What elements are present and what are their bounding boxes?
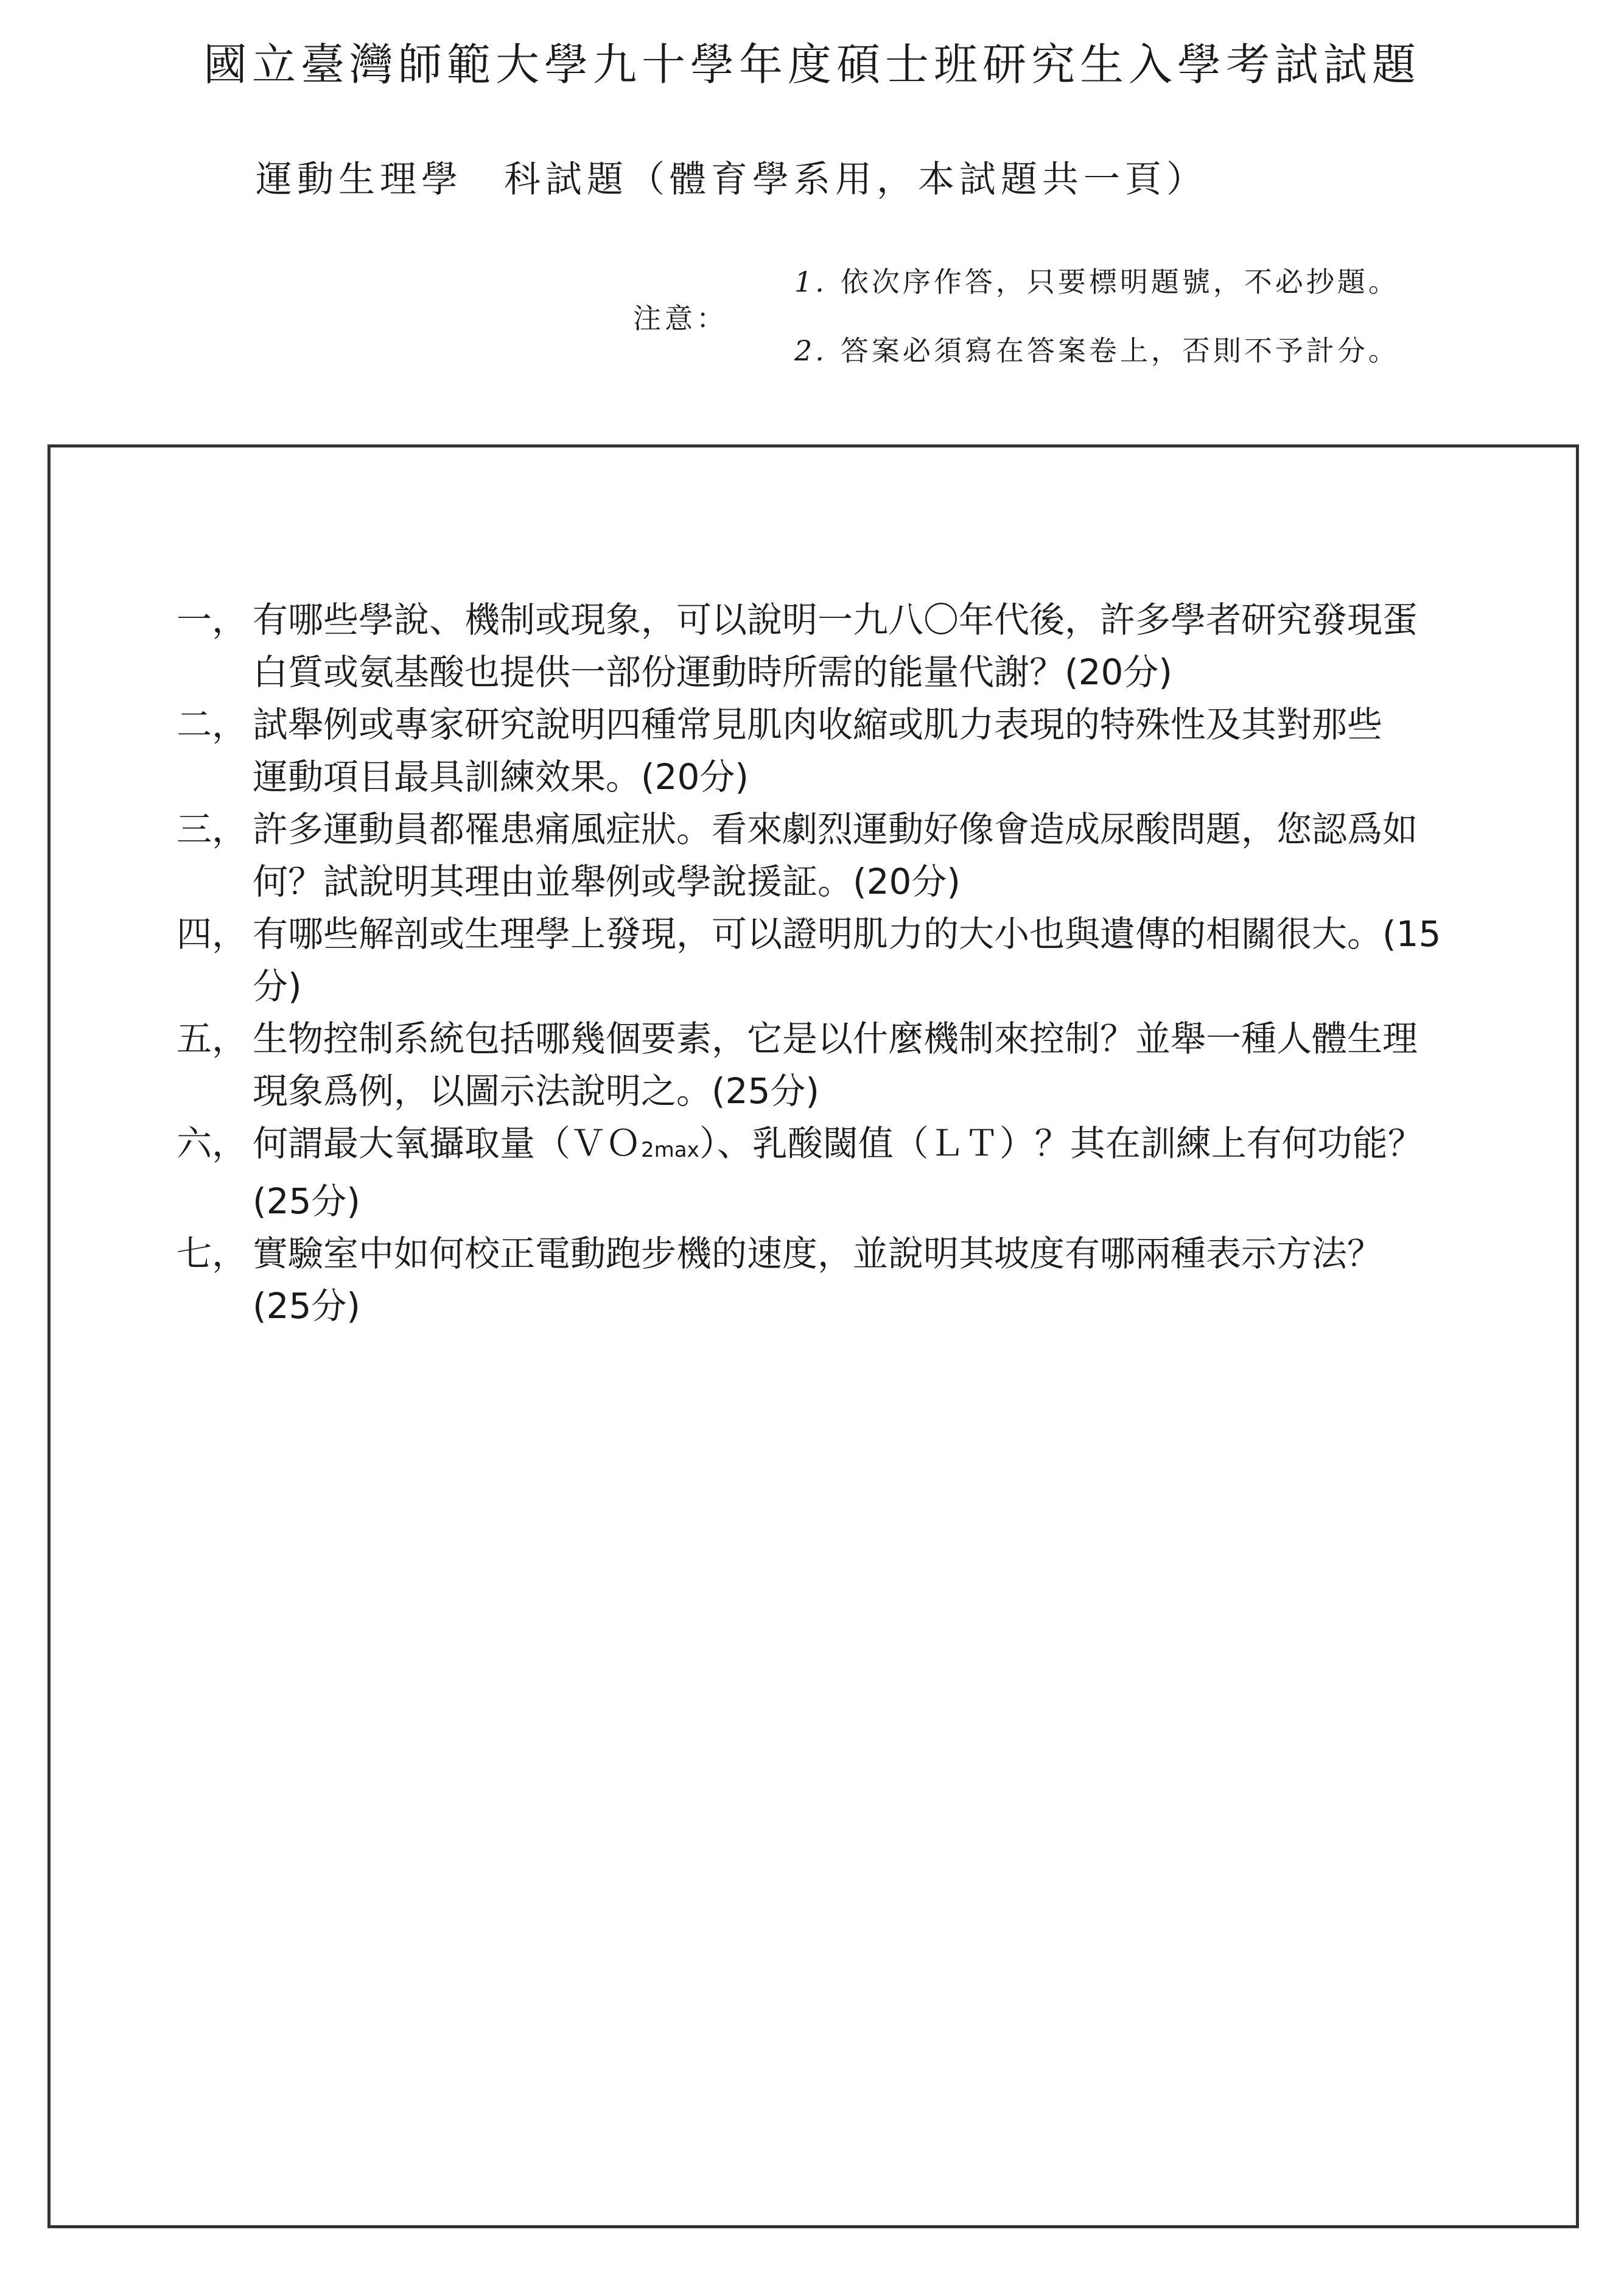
question-line-part: 何謂最大氧攝取量（ＶＯ bbox=[253, 1123, 642, 1164]
question-line-part: ）、乳酸閾值（ＬＴ）？其在訓練上有何功能？ bbox=[699, 1123, 1423, 1164]
notice-item-text: 答案必須寫在答案卷上，否則不予計分。 bbox=[840, 334, 1399, 367]
exam-title: 國立臺灣師範大學九十學年度碩士班研究生入學考試試題 bbox=[203, 39, 1421, 90]
question-line: 運動項目最具訓練效果。(20分) bbox=[253, 756, 749, 798]
question-line: 分) bbox=[253, 966, 302, 1007]
question-line bbox=[253, 1117, 1485, 1175]
notice-item-text: 依次序作答，只要標明題號，不必抄題。 bbox=[840, 265, 1399, 298]
question-number: 二， bbox=[177, 704, 248, 745]
question-line: 實驗室中如何校正電動跑步機的速度，並說明其坡度有哪兩種表示方法？ bbox=[253, 1233, 1383, 1274]
question-item bbox=[177, 803, 1485, 908]
question-line: 現象爲例，以圖示法說明之。(25分) bbox=[253, 1070, 820, 1112]
question-text bbox=[253, 1012, 1485, 1117]
question-text bbox=[253, 594, 1485, 698]
vo2max-subscript: 2max bbox=[641, 1138, 699, 1162]
question-line: 白質或氨基酸也提供一部份運動時所需的能量代謝？(20分) bbox=[253, 651, 1173, 693]
question-text bbox=[253, 803, 1485, 908]
question-number: 一， bbox=[177, 599, 248, 640]
question-line: 試舉例或專家研究說明四種常見肌肉收縮或肌力表現的特殊性及其對那些 bbox=[253, 704, 1383, 745]
question-list bbox=[177, 594, 1485, 1332]
exam-subtitle: 運動生理學 科試題（體育學系用，本試題共一頁） bbox=[256, 158, 1208, 201]
question-text bbox=[253, 698, 1485, 803]
notice-item-number: 2. bbox=[794, 334, 827, 367]
question-line: (25分) bbox=[253, 1180, 361, 1222]
notice-item bbox=[794, 265, 1399, 298]
question-number: 七， bbox=[177, 1233, 248, 1274]
question-item bbox=[177, 698, 1485, 803]
question-text bbox=[253, 1227, 1485, 1332]
question-line: 有哪些學說、機制或現象，可以說明一九八〇年代後，許多學者研究發現蛋 bbox=[253, 599, 1418, 640]
question-number: 三， bbox=[177, 809, 248, 850]
question-item bbox=[177, 594, 1485, 698]
question-item bbox=[177, 1117, 1485, 1227]
question-item bbox=[177, 908, 1485, 1012]
question-line: 生物控制系統包括哪幾個要素，它是以什麼機制來控制？並舉一種人體生理 bbox=[253, 1018, 1418, 1059]
notice-label: 注意： bbox=[633, 302, 728, 335]
question-text bbox=[253, 1117, 1485, 1227]
question-line: 許多運動員都罹患痛風症狀。看來劇烈運動好像會造成尿酸問題，您認爲如 bbox=[253, 809, 1418, 850]
question-number: 五， bbox=[177, 1018, 248, 1059]
question-text bbox=[253, 908, 1485, 1012]
notice-item bbox=[794, 334, 1399, 367]
question-item bbox=[177, 1012, 1485, 1117]
question-item bbox=[177, 1227, 1485, 1332]
question-number: 六， bbox=[177, 1123, 248, 1164]
question-line: 有哪些解剖或生理學上發現，可以證明肌力的大小也與遺傳的相關很大。(15 bbox=[253, 913, 1441, 955]
question-line: 何？試說明其理由並舉例或學說援証。(20分) bbox=[253, 861, 961, 902]
question-number: 四， bbox=[177, 913, 248, 955]
question-line: (25分) bbox=[253, 1285, 361, 1327]
notice-item-number: 1. bbox=[794, 265, 827, 298]
